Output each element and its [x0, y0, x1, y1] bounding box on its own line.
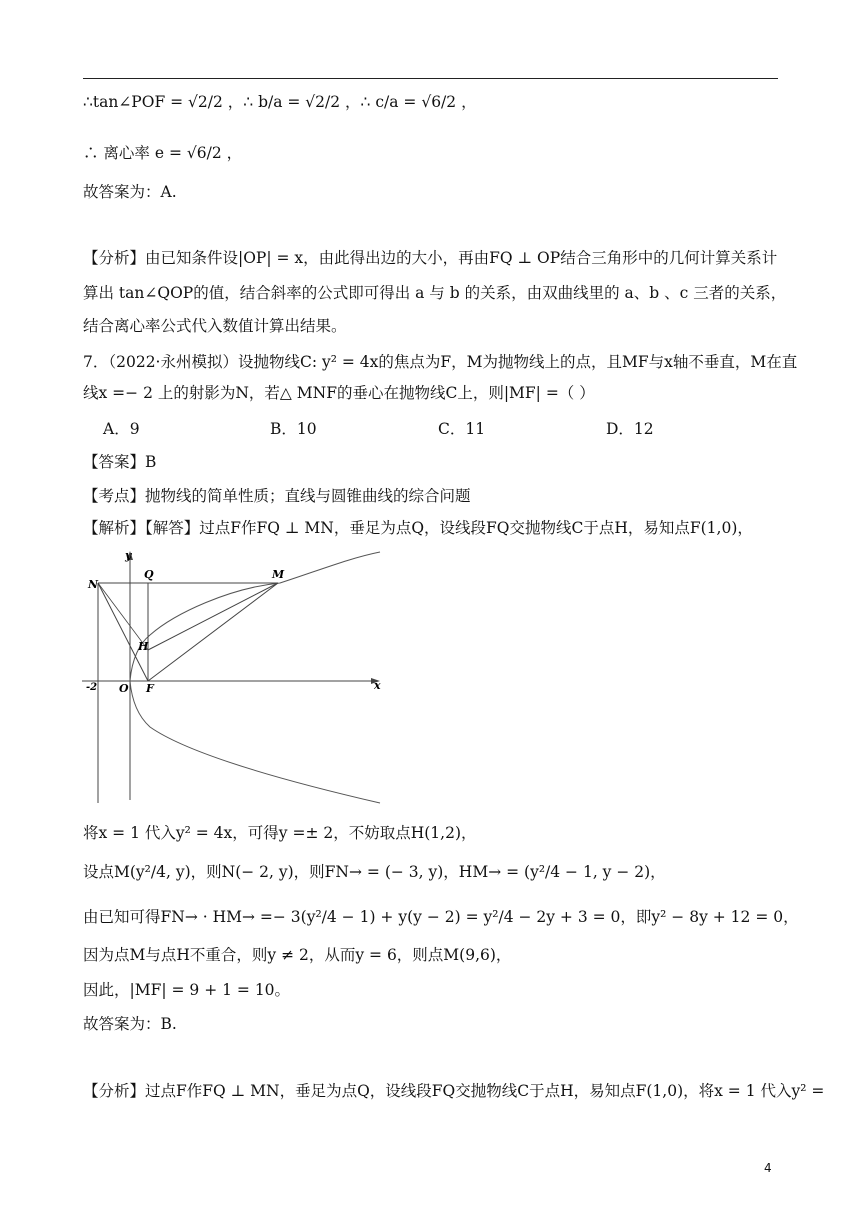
- header-rule: [83, 78, 778, 79]
- label-H: H: [138, 640, 149, 653]
- label-Q: Q: [144, 568, 154, 581]
- question-line-2: 线x =− 2 上的射影为N，若△ MNF的垂心在抛物线C上，则|MF| =（ ）: [83, 384, 595, 402]
- analysis-line-3: 结合离心率公式代入数值计算出结果。: [83, 317, 347, 335]
- solution-line-2: 将x = 1 代入y² = 4x，可得y =± 2，不妨取点H(1,2)，: [83, 824, 477, 842]
- text-line-1: ∴tan∠POF = √2/2 ，∴ b/a = √2/2 ，∴ c/a = √6/2 ，: [83, 93, 477, 111]
- choice-b: B．10: [270, 420, 317, 438]
- label-neg2: -2: [86, 682, 98, 693]
- solution-line-3: 设点M(y²/4, y)，则N(− 2, y)，则FN→ = (− 3, y)，HM→ = (y²/4 − 1, y − 2)，: [83, 863, 666, 881]
- choice-a: A．9: [103, 420, 140, 438]
- answer-line: 【答案】B: [83, 453, 157, 471]
- choice-c: C．11: [438, 420, 486, 438]
- label-F: F: [146, 682, 154, 695]
- label-x: x: [374, 679, 381, 692]
- question-line-1: 7．（2022·永州模拟）设抛物线C: y² = 4x的焦点为F，M为抛物线上的点，且MF与x轴不垂直，M在直: [83, 353, 798, 371]
- analysis-line-4: 【分析】过点F作FQ ⊥ MN，垂足为点Q，设线段FQ交抛物线C于点H，易知点F(1,0)，将x = 1 代入y² =: [83, 1082, 825, 1100]
- choice-d: D．12: [606, 420, 654, 438]
- solution-line-7: 故答案为：B.: [83, 1015, 177, 1033]
- analysis-line-1: 【分析】由已知条件设|OP| = x，由此得出边的大小，再由FQ ⊥ OP结合三角形中的几何计算关系计: [83, 249, 778, 267]
- label-N: N: [88, 578, 99, 591]
- solution-line-4: 由已知可得FN→ · HM→ =− 3(y²/4 − 1) + y(y − 2) = y²/4 − 2y + 3 = 0，即y² − 8y + 12 = 0，: [83, 908, 799, 926]
- text-line-3: 故答案为：A.: [83, 183, 177, 201]
- parabola-figure: [80, 548, 390, 808]
- label-M: M: [272, 568, 285, 581]
- solution-line-5: 因为点M与点H不重合，则y ≠ 2，从而y = 6，则点M(9,6)，: [83, 946, 512, 964]
- solution-line: 【解析】【解答】过点F作FQ ⊥ MN，垂足为点Q，设线段FQ交抛物线C于点H，易知点F(1,0)，: [83, 519, 753, 537]
- label-O: O: [119, 682, 129, 695]
- analysis-line-2: 算出 tan∠QOP的值，结合斜率的公式即可得出 a 与 b 的关系，由双曲线里的 a、b 、c 三者的关系，: [83, 284, 787, 302]
- text-line-2: ∴ 离心率 e = √6/2 ，: [83, 144, 243, 162]
- solution-line-6: 因此，|MF| = 9 + 1 = 10。: [83, 981, 291, 999]
- topic-line: 【考点】抛物线的简单性质；直线与圆锥曲线的综合问题: [83, 487, 471, 505]
- label-y: y: [125, 549, 132, 562]
- page-number: 4: [764, 1161, 772, 1175]
